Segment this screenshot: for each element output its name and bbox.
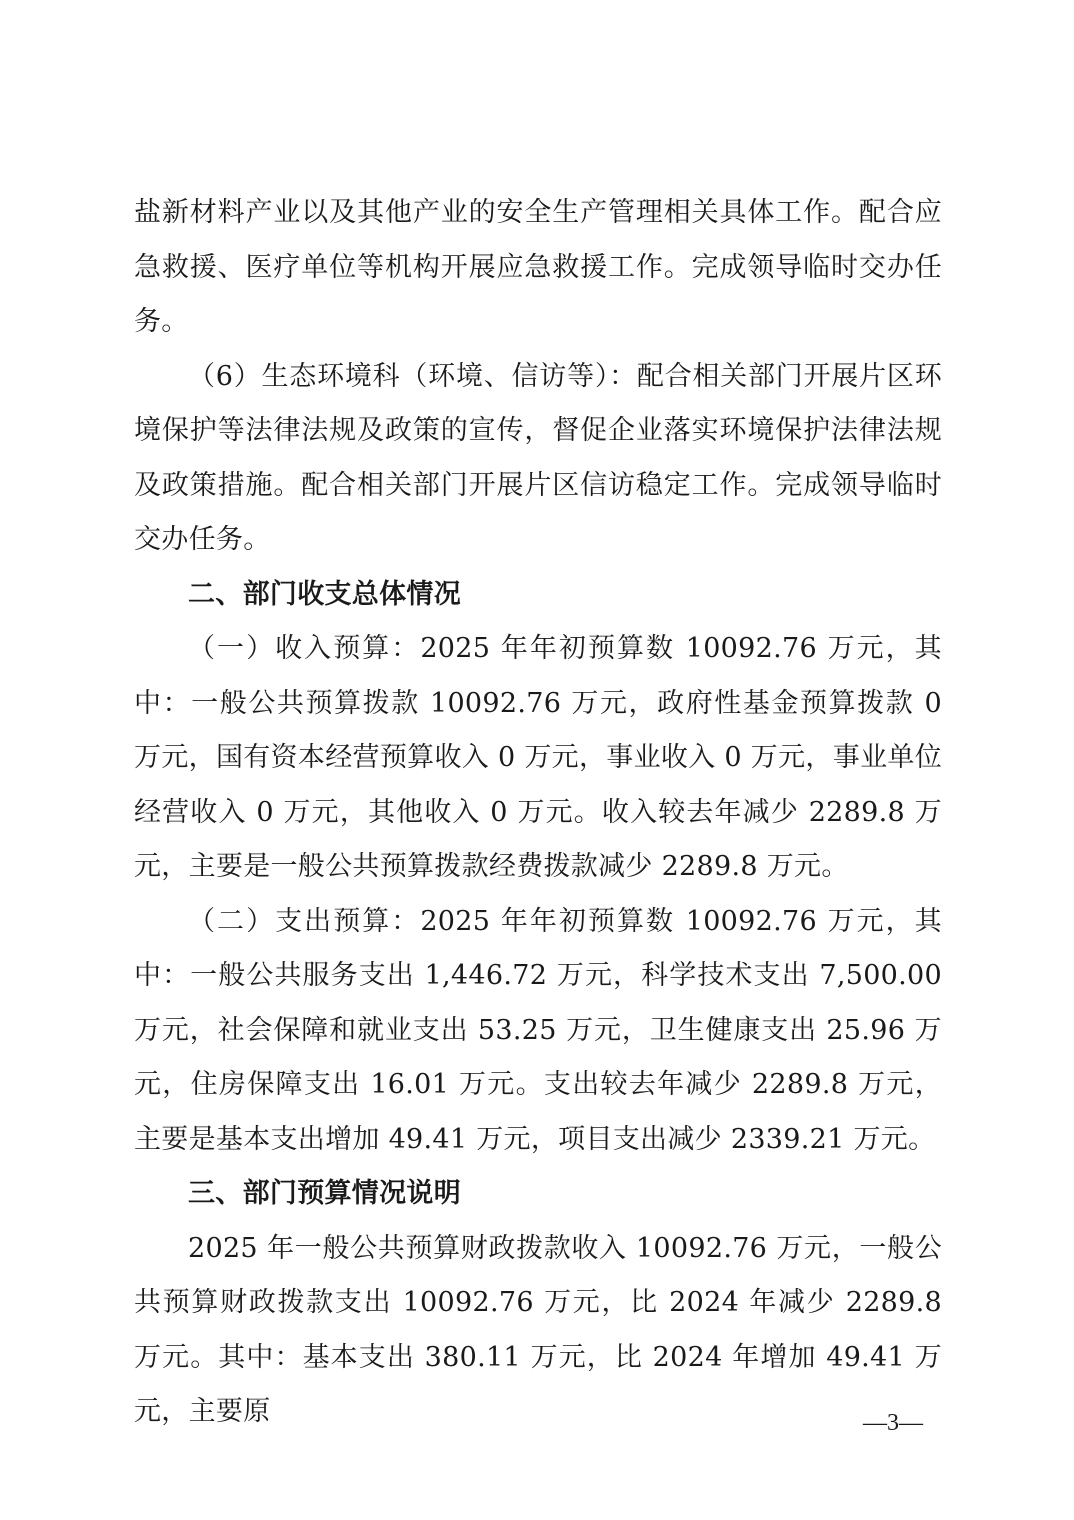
section-heading-income-expense: 二、部门收支总体情况 bbox=[188, 578, 461, 610]
paragraph-income-budget: （一）收入预算：2025 年年初预算数 10092.76 万元，其中：一般公共预算拨款 10092.76 万元，政府性基金预算拨款 0 万元，国有资本经营预算收入 0 万元，事业收入 0 万元，事业单位经营收入 0 万元，其他收入 0 万元。收入较去年减少 2289.8 万元，主要是一般公共预算拨款经费拨款减少 2289.8 万元。 bbox=[134, 633, 942, 882]
paragraph-ecology-section: （6）生态环境科（环境、信访等）：配合相关部门开展片区环境保护等法律法规及政策的宣传，督促企业落实环境保护法律法规及政策措施。配合相关部门开展片区信访稳定工作。完成领导临时交办任务。 bbox=[134, 360, 942, 555]
document-body bbox=[134, 186, 942, 1440]
section-heading-budget-explanation: 三、部门预算情况说明 bbox=[188, 1178, 461, 1209]
page-number: —3— bbox=[863, 1410, 923, 1436]
paragraph-general-budget: 2025 年一般公共预算财政拨款收入 10092.76 万元，一般公共预算财政拨款支出 10092.76 万元，比 2024 年减少 2289.8 万元。其中：基本支出 380.11 万元，比 2024 年增加 49.41 万元，主要原 bbox=[134, 1232, 942, 1427]
paragraph-expense-budget: （二）支出预算：2025 年年初预算数 10092.76 万元，其中：一般公共服务支出 1,446.72 万元，科学技术支出 7,500.00 万元，社会保障和就业支出 53.25 万元，卫生健康支出 25.96 万元，住房保障支出 16.01 万元。支出较去年减少 2289.8 万元，主要是基本支出增加 49.41 万元，项目支出减少 2339.21 万元。 bbox=[134, 905, 942, 1155]
paragraph-safety-production: 盐新材料产业以及其他产业的安全生产管理相关具体工作。配合应急救援、医疗单位等机构开展应急救援工作。完成领导临时交办任务。 bbox=[134, 197, 942, 337]
